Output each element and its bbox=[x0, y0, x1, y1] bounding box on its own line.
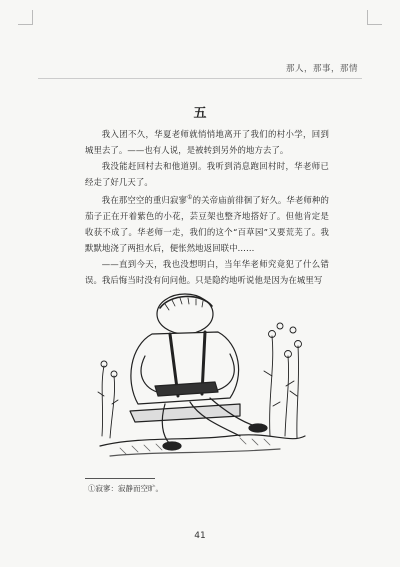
running-header: 那人，那事，那情 bbox=[285, 64, 358, 74]
footnote-ref: ① bbox=[187, 194, 193, 201]
crop-mark-top-left bbox=[18, 10, 33, 25]
header-divider bbox=[38, 78, 362, 79]
section-title: 五 bbox=[193, 106, 207, 121]
paragraph-3 bbox=[85, 190, 329, 256]
paragraph-3-after: 的关帝庙前徘徊了好久。华老师种的茄子正在开着紫色的小花，芸豆架也整齐地搭好了。但他肯定是收获不成了。华老师一走，我们的这个“百草园”又要荒芜了。我默默地浇了两担水后，便怅然地返回联中…… bbox=[85, 194, 329, 253]
footnote-divider bbox=[85, 478, 155, 479]
paragraph-4: ——直到今天，我也没想明白，当年华老师究竟犯了什么错误。我后悔当时没有问问他。只是隐约地听说他是因为在城里写 bbox=[85, 258, 329, 285]
footnote: ①寂寥：寂静而空旷。 bbox=[88, 484, 163, 493]
paragraph-1: 我入团不久，华夏老师就悄悄地离开了我们的村小学，回到城里去了。——也有人说，是被转到另外的地方去了。 bbox=[85, 129, 329, 155]
paragraph-3-before: 我在那空空的重归寂寥 bbox=[101, 194, 188, 205]
paragraph-2: 我没能赶回村去和他道别。我听到消息跑回村时，华老师已经走了好几天了。 bbox=[85, 161, 329, 187]
illustration-sketch bbox=[90, 286, 310, 466]
body-text bbox=[85, 126, 329, 288]
crop-mark-top-right bbox=[367, 10, 382, 25]
page-number: 41 bbox=[194, 531, 206, 541]
